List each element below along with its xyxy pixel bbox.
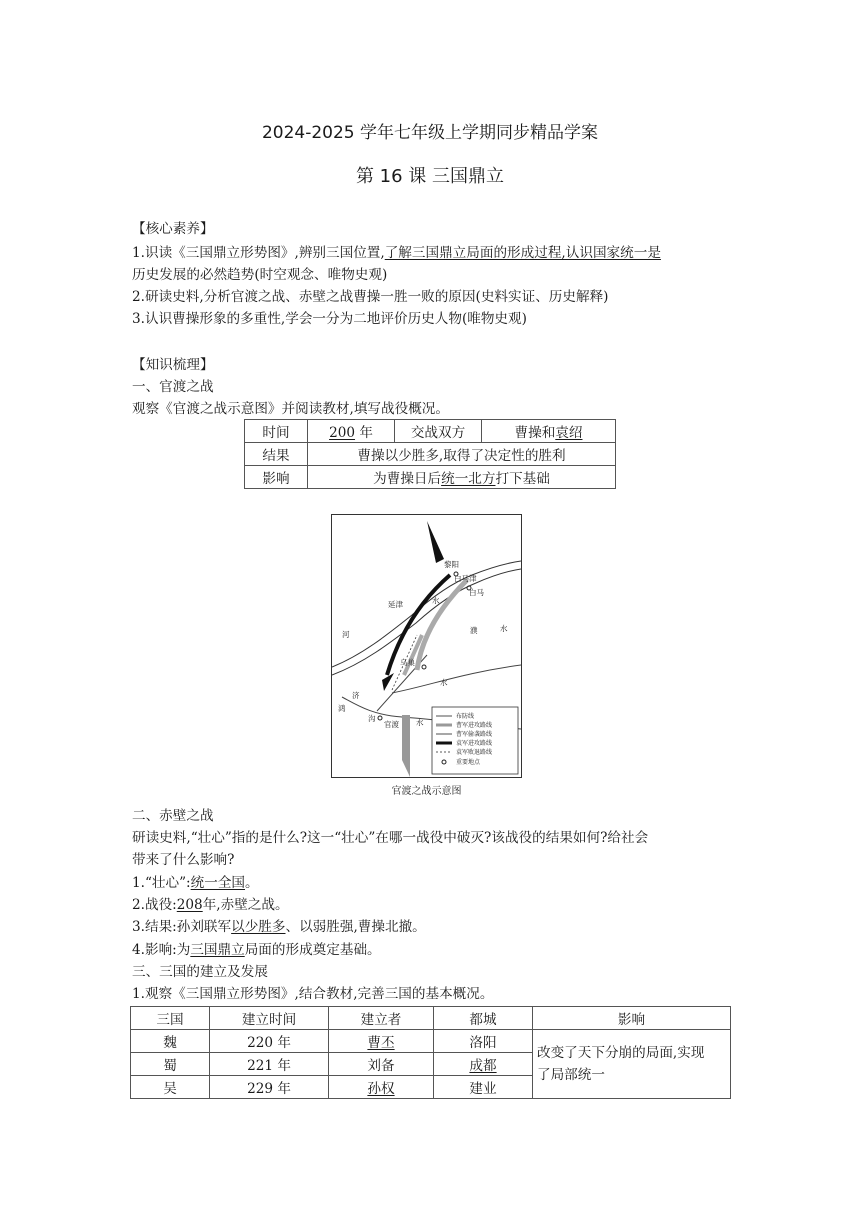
section-3-intro: 1.观察《三国鼎立形势图》,结合教材,完善三国的基本概况。	[132, 986, 494, 1002]
legend-defense: 布防线	[456, 713, 475, 720]
core-item-2: 2.研读史料,分析官渡之战、赤壁之战曹操一胜一败的原因(史料实证、历史解释)	[132, 289, 609, 305]
svg-text:河: 河	[342, 630, 350, 639]
answer-4: 4.影响:为三国鼎立局面的形成奠定基础。	[132, 942, 381, 958]
cell-result-label: 结果	[245, 443, 308, 466]
guandu-table	[244, 419, 616, 489]
knowledge-heading: 【知识梳理】	[132, 357, 214, 373]
svg-text:鸿: 鸿	[338, 704, 346, 713]
svg-text:白马津: 白马津	[454, 574, 477, 583]
table-row: 魏 220 年 曹丕 洛阳 改变了天下分崩的局面,实现 了局部统一	[131, 1030, 731, 1053]
table-row: 蜀 221 年 刘备 成都	[131, 1053, 731, 1076]
cell-impact-value: 为曹操日后统一北方打下基础	[308, 466, 616, 489]
cell-result-value: 曹操以少胜多,取得了决定性的胜利	[308, 443, 616, 466]
header-impact: 影响	[533, 1007, 731, 1030]
legend-key-place: 重要地点	[456, 759, 481, 766]
legend-cao-attack: 曹军进攻路线	[456, 722, 493, 729]
cell-sides-label: 交战双方	[395, 420, 482, 443]
impact-cell: 改变了天下分崩的局面,实现 了局部统一	[533, 1030, 731, 1099]
legend-cao-raid: 曹军偷袭路线	[456, 731, 493, 738]
cell-sides-value: 曹操和袁绍	[482, 420, 616, 443]
core-heading: 【核心素养】	[132, 221, 214, 237]
guandu-map	[331, 514, 522, 778]
cell-impact-label: 影响	[245, 466, 308, 489]
legend-yuan-retreat: 袁军败退路线	[456, 749, 493, 756]
section-1-intro: 观察《官渡之战示意图》并阅读教材,填写战役概况。	[132, 401, 449, 417]
header-capital: 都城	[434, 1007, 533, 1030]
lesson-title: 第 16 课 三国鼎立	[355, 166, 505, 187]
header-founded: 建立时间	[210, 1007, 329, 1030]
header-founder: 建立者	[329, 1007, 434, 1030]
svg-text:沟: 沟	[368, 714, 376, 723]
svg-text:乌巢: 乌巢	[400, 658, 415, 667]
core-item-1-cont: 历史发展的必然趋势(时空观念、唯物史观)	[132, 267, 388, 283]
section-2-title: 二、赤壁之战	[132, 808, 214, 824]
svg-text:官渡: 官渡	[384, 720, 399, 729]
table-row: 吴 229 年 孙权 建业	[131, 1076, 731, 1099]
svg-text:水: 水	[500, 624, 508, 633]
section-2-question: 研读史料,“壮心”指的是什么?这一“壮心”在哪一战役中破灭?该战役的结果如何?给社会	[132, 830, 649, 846]
section-1-title: 一、官渡之战	[132, 379, 214, 395]
svg-text:水: 水	[416, 718, 424, 727]
svg-text:水: 水	[440, 678, 448, 687]
document-title: 2024-2025 学年七年级上学期同步精品学案	[261, 123, 599, 143]
core-item-3: 3.认识曹操形象的多重性,学会一分为二地评价历史人物(唯物史观)	[132, 311, 527, 327]
cell-time-label: 时间	[245, 420, 308, 443]
section-2-question-cont: 带来了什么影响?	[132, 852, 235, 868]
answer-2: 2.战役:208年,赤壁之战。	[132, 897, 289, 913]
answer-1: 1.“壮心”:统一全国。	[132, 875, 259, 891]
svg-text:濮: 濮	[470, 626, 478, 635]
svg-text:水: 水	[432, 596, 440, 605]
core-item-1: 1.识读《三国鼎立形势图》,辨别三国位置,了解三国鼎立局面的形成过程,认识国家统一是	[132, 245, 661, 261]
cell-time-value: 200 年	[308, 420, 395, 443]
header-kingdom: 三国	[131, 1007, 210, 1030]
svg-text:延津: 延津	[388, 600, 403, 609]
three-kingdoms-table	[130, 1006, 731, 1099]
answer-3: 3.结果:孙刘联军以少胜多、以弱胜强,曹操北撤。	[132, 919, 426, 935]
svg-text:济: 济	[352, 691, 360, 700]
svg-text:白马: 白马	[469, 588, 484, 597]
svg-text:黎阳: 黎阳	[444, 560, 459, 569]
legend-yuan-attack: 袁军进攻路线	[456, 740, 493, 747]
map-caption: 官渡之战示意图	[391, 786, 462, 797]
section-3-title: 三、三国的建立及发展	[132, 964, 268, 980]
